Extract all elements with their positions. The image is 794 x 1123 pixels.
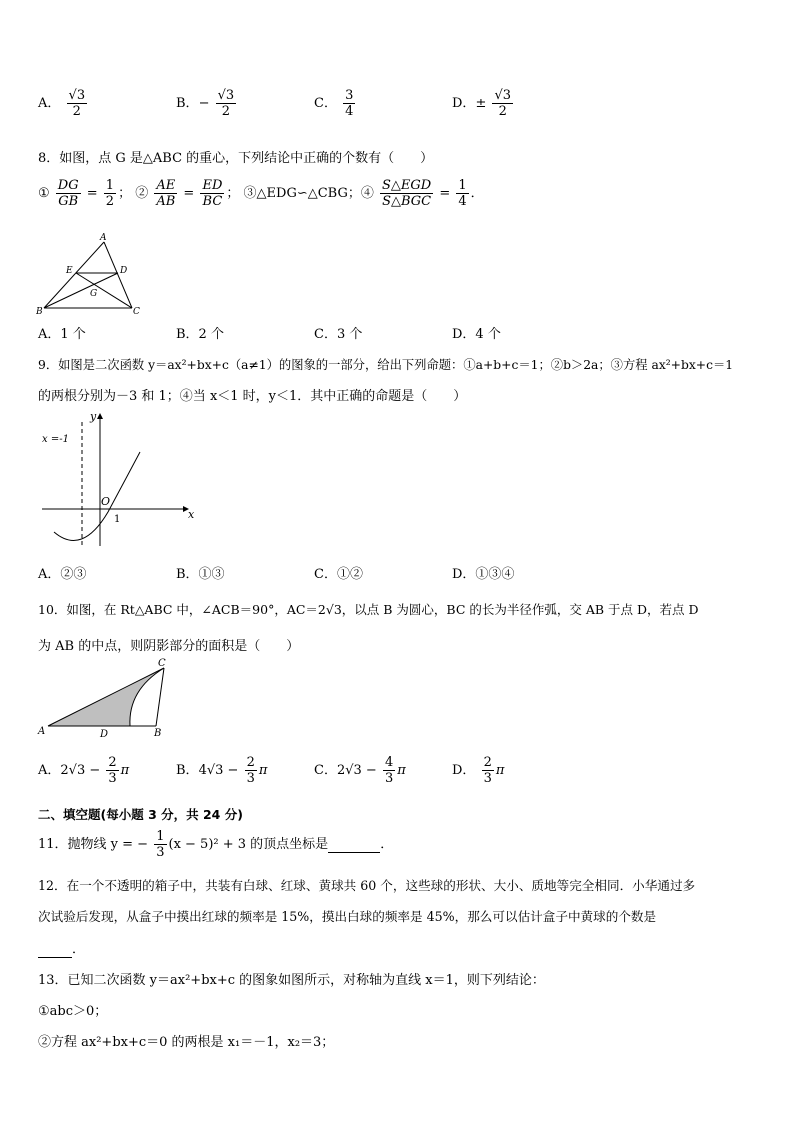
label-c: C xyxy=(158,658,166,669)
q9-stem-line1: 9．如图是二次函数 y＝ax²+bx+c（a≠1）的图象的一部分，给出下列命题：①a+b+c＝1；②b＞2a；③方程 ax²+bx+c＝1 xyxy=(38,358,734,372)
q7-option-c: C． $\frac{3}{4}$ xyxy=(314,88,354,119)
q10-stem-line1: 10．如图，在 Rt△ABC 中，∠ACB＝90°，AC＝2√3，以点 B 为圆心，BC 的长为半径作弧，交 AB 于点 D，若点 D xyxy=(38,602,699,617)
label-a: A xyxy=(100,233,107,243)
q12-line3: ． xyxy=(38,938,85,958)
label-d: D xyxy=(100,729,109,738)
q13-stem: 13．已知二次函数 y＝ax²+bx+c 的图象如图所示，对称轴为直线 x＝1，则下列结论： xyxy=(38,973,545,988)
label-e: E xyxy=(66,266,73,276)
q12-line1: 12．在一个不透明的箱子中，共装有白球、红球、黄球共 60 个，这些球的形状、大小、质地等完全相同．小华通过多 xyxy=(38,878,696,893)
q8-triangle-figure xyxy=(36,232,146,316)
axis-x-label: x xyxy=(188,508,195,521)
q9-stem-line2: 的两根分别为－3 和 1；④当 x＜1 时，y＜1．其中正确的命题是（ ） xyxy=(38,389,467,404)
label-b: B xyxy=(36,307,43,316)
label-c: C xyxy=(133,307,140,316)
q8-stem: 8．如图，点 G 是△ABC 的重心，下列结论中正确的个数有（ ） xyxy=(38,151,434,166)
q9-option-a: A．②③ xyxy=(38,567,87,582)
q8-conclusions: ① $\frac{DG}{GB}$ = $\frac{1}{2}$ ； ② $\frac{AE}{AB}$ = $\frac{ED}{BC}$ ； ③△EDG∽△CBG；④ $\frac{\text{S△EGD}}{\text{S△BGC}}$ = $\frac{1}{4}$ ． xyxy=(38,178,484,209)
label-a: A xyxy=(38,726,46,737)
q12-line2: 次试验后发现，从盒子中摸出红球的频率是 15%，摸出白球的频率是 45%，那么可以估计盒子中黄球的个数是 xyxy=(38,909,657,924)
symmetry-line-label: x =-1 xyxy=(42,434,69,445)
q8-option-d: D．4 个 xyxy=(452,327,501,342)
label-g: G xyxy=(90,289,98,299)
q10-option-b: B．4√3 − $\frac{2}{3}$ π xyxy=(176,755,268,786)
q8-option-c: C．3 个 xyxy=(314,327,363,342)
q7-option-b: B．− $\frac{√3}{2}$ xyxy=(176,88,235,119)
tick-one-label: 1 xyxy=(114,514,121,525)
q13-item1: ①abc＞0； xyxy=(38,1004,108,1019)
q11-answer-blank[interactable] xyxy=(328,837,380,853)
q10-stem-line2: 为 AB 的中点，则阴影部分的面积是（ ） xyxy=(38,639,300,654)
q8-option-b: B．2 个 xyxy=(176,327,224,342)
q10-option-a: A．2√3 − $\frac{2}{3}$ π xyxy=(38,755,130,786)
q9-option-d: D．①③④ xyxy=(452,567,515,582)
q7-option-a: A． $\frac{√3}{2}$ xyxy=(38,88,86,119)
q9-parabola-figure xyxy=(38,408,198,550)
section-heading-fill-blank: 二、填空题(每小题 3 分，共 24 分) xyxy=(38,807,243,822)
origin-label: O xyxy=(101,495,111,508)
q8-option-a: A．1 个 xyxy=(38,327,86,342)
q10-option-c: C．2√3 − $\frac{4}{3}$ π xyxy=(314,755,406,786)
axis-y-label: y xyxy=(90,410,97,423)
q9-option-c: C．①② xyxy=(314,567,363,582)
q13-item2: ②方程 ax²+bx+c＝0 的两根是 x₁＝－1，x₂＝3； xyxy=(38,1035,335,1050)
q12-answer-blank[interactable] xyxy=(38,942,72,958)
q10-triangle-figure xyxy=(36,656,166,738)
label-b: B xyxy=(154,728,162,738)
label-d: D xyxy=(120,266,128,276)
q10-option-d: D． $\frac{2}{3}$ π xyxy=(452,755,505,786)
q7-option-d: D．± $\frac{√3}{2}$ xyxy=(452,88,512,119)
q9-option-b: B．①③ xyxy=(176,567,225,582)
q11: 11．抛物线 y = − $\frac{1}{3}$ (x − 5)² + 3 的顶点坐标是 ． xyxy=(38,829,394,860)
